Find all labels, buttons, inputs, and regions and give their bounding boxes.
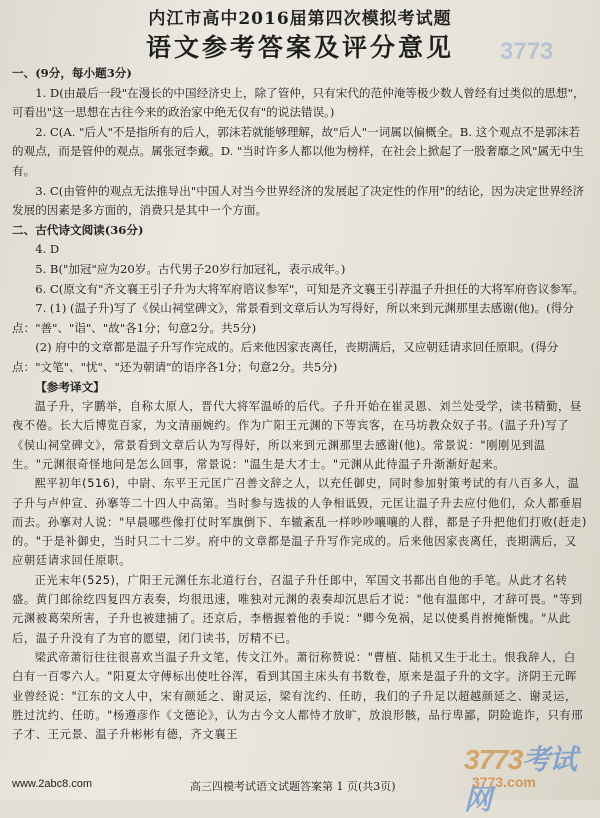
answer-q5: 5. B("加冠"应为20岁。古代男子20岁行加冠礼，表示成年。) — [35, 261, 346, 276]
answer-content — [12, 64, 587, 744]
translation-heading: 【参考译文】 — [35, 379, 105, 394]
answer-q6: 6. C(原文有"齐文襄王引子升为大将军府谘议参军"，可知是齐文襄王引荐温子升担任的大将军府咨议参军。 — [35, 281, 585, 296]
watermark-logo-number: 3773 — [464, 744, 523, 775]
watermark-logo-text: 考试网 — [464, 744, 577, 815]
page-subtitle: 语文参考答案及评分意见 — [145, 33, 454, 62]
section2-heading: 二、古代诗文阅读(36分) — [12, 222, 144, 237]
answer-q2: 2. C(A. "后人"不是指所有的后人，郭沫若就能够理解，故"后人"一词属以偏概全。B. 这个观点不是郭沫若的观点，而是管仲的观点。属张冠李戴。D. "当时许多人都以他为榜样，在社会上掀起了一股奢靡之风"属无中生有。 — [12, 124, 584, 178]
answer-q1: 1. D(由最后一段"在漫长的中国经济史上，除了管仲，只有宋代的范仲淹等极少数人曾经有过类似的思想"，可看出"这一思想在古往今来的政治家中绝无仅有"的说法错误。) — [12, 85, 585, 120]
answer-q7-1: 7. (1) (温子升)写了《侯山祠堂碑文》，常景看到文章后认为写得好，所以来到元渊那里去感谢(他)。(得分点："善"、"诣"、"故"各1分；句意2分。共5分) — [12, 301, 574, 335]
answer-q4: 4. D — [35, 242, 60, 257]
translation-paragraph: 正光末年(525)，广阳王元渊任东北道行台，召温子升任郎中，军国文书都出自他的手笔。从此才名转盛。黄门郎徐纥四复四方表奏，均很迅速，唯独对元渊的表奏却沉思后才说："他有温郎中，才辞可畏。"等到元渊被葛荣所害，子升也被建捕了。还京后，李楷握着他的手说："卿今免祸，足以使奚肖拊掩惭愧。"从此后，温子升没有了为官的愿望，闭门读书，厉精不已。 — [12, 573, 583, 645]
translation-paragraph: 温子升，字鹏举，自称太原人，晋代大将军温峤的后代。子升开始在崔灵恩、刘兰处受学，读书精勤，昼夜不倦。长大后博览百家，为文清丽婉约。作为广阳王元渊的下等宾客，在马坊教众奴子书。(温子升)写了《侯山祠堂碑文》，常景看到文章后认为写得好，所以来到元渊那里去感谢(他)。常景说："刚刚见到温生。"元渊很奇怪地问是怎么回事，常景说："温生是大才士。"元渊从此待温子升渐渐好起来。 — [12, 400, 582, 471]
watermark-top: 3773 — [500, 38, 554, 65]
translation-paragraph: 熙平初年(516)，中尉、东平王元匡广召善文辞之人，以充任御史，同时参加射策考试的有八百多人，温子升与卢仲宣、孙搴等二十四人中高第。当时参与选拔的人争相诋毁，元匡让温子升去应付他们，众人都垂眉而去。孙搴对人说："早晨哪些像打仗时军旗倒下、车辙紊乱一样吵吵嚷嚷的人群，都是子升把他们打败(赶走)的。"于是补御史，当时只二十二岁。府中的文章都是温子升写作完成的。后来他因家丧离任，丧期满后，又应朝廷请求回任原职。 — [12, 477, 587, 568]
footer-site-url: www.2abc8.com — [12, 778, 93, 790]
watermark-url: 3773.com — [472, 774, 536, 790]
section1-heading: 一、(9分，每小题3分) — [12, 66, 132, 80]
page-title: 内江市高中2016届第四次模拟考试题 — [148, 9, 452, 29]
answer-q7-2: (2) 府中的文章都是温子升写作完成的。后来他因家丧离任，丧期满后，又应朝廷请求回任原职。(得分点："文笔"、"忧"、"还为朝请"的语序各1分；句意2分。共5分) — [12, 340, 559, 374]
answer-q3: 3. C(由管仲的观点无法推导出"中国人对当今世界经济的发展起了决定性的作用"的结论，因为决定世界经济发展的因素是多方面的，消费只是其中一个方面。 — [12, 183, 585, 218]
translation-paragraph: 梁武帝萧衍往往很喜欢当温子升文笔，传文江外。萧衍称赞说："曹植、陆机又生于北土。恨我辞人，白白有一百零六人。"阳夏太守傅标出使吐谷浑，看到其国主床头有书数卷，原来是温子升的文字。济阴王元晖业曾经说："江东的文人中，宋有颜延之、谢灵运，梁有沈约、任昉，我们的子升足以超越颜延之、谢灵运，胜过沈约、任昉。"杨遵彦作《文德论》，认为古今文人都恃才放旷，放浪形骸，品行卑鄙，阴险诡诈，只有邢子才、王元景、温子升彬彬有德，齐文襄王 — [12, 650, 584, 742]
footer-page-number: 高三四模考试语文试题答案第 1 页(共3页) — [190, 780, 396, 793]
